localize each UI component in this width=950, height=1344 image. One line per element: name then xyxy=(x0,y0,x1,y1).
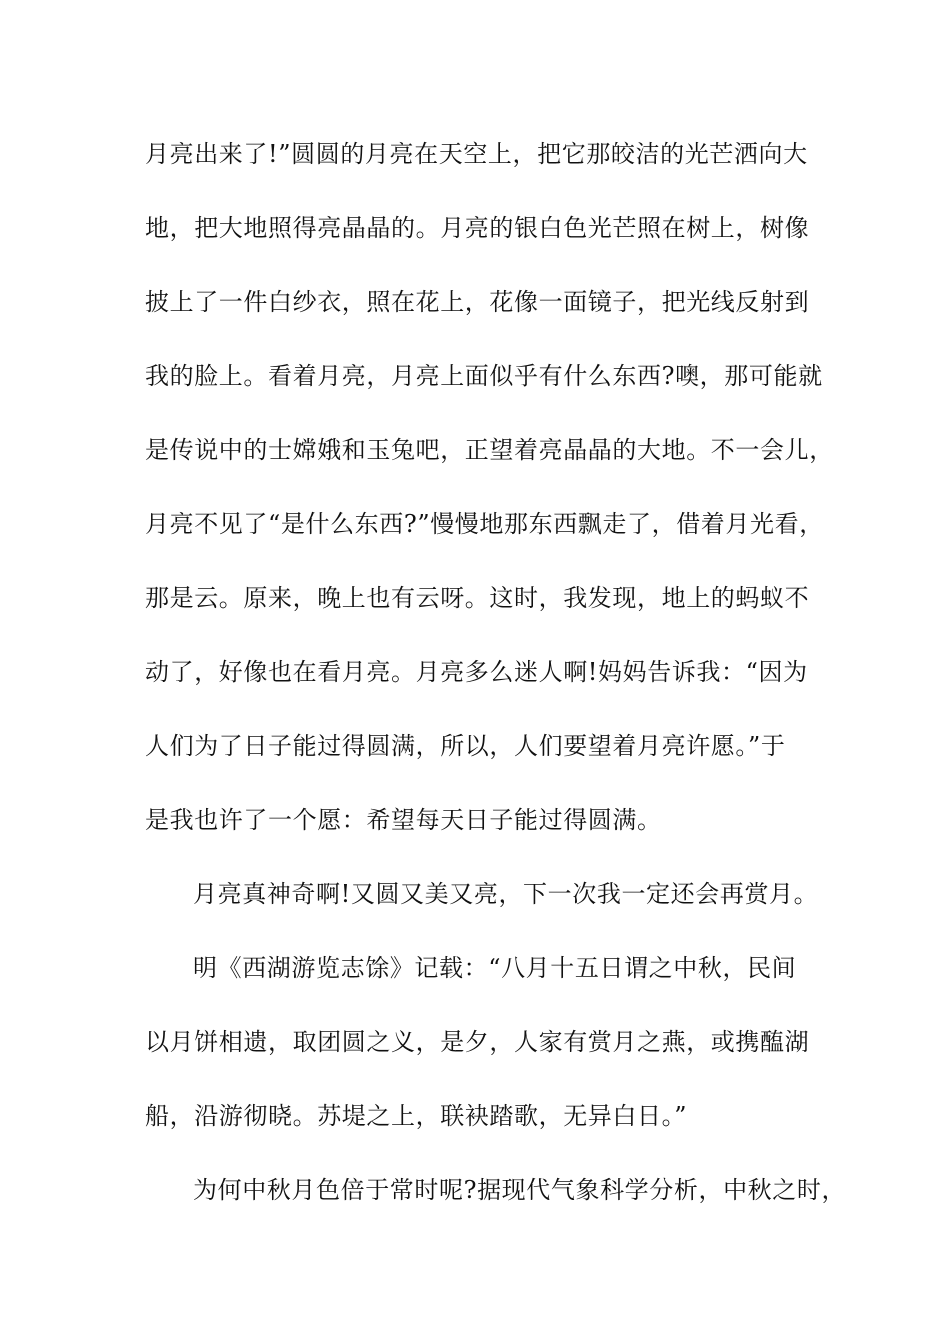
body-text xyxy=(145,128,847,1238)
paragraph-start-line: 明《西湖游览志馀》记载：“八月十五日谓之中秋，民间 xyxy=(193,954,797,982)
text-line: 披上了一件白纱衣，照在花上，花像一面镜子，把光线反射到 xyxy=(145,288,810,316)
text-line: 月亮不见了“是什么东西?”慢慢地那东西飘走了，借着月光看， xyxy=(145,510,824,538)
text-line: 动了，好像也在看月亮。月亮多么迷人啊!妈妈告诉我：“因为 xyxy=(145,658,808,686)
text-line: 地，把大地照得亮晶晶的。月亮的银白色光芒照在树上，树像 xyxy=(145,214,810,242)
text-line: 我的脸上。看着月亮，月亮上面似乎有什么东西?噢，那可能就 xyxy=(145,362,823,390)
paragraph-start-line: 为何中秋月色倍于常时呢?据现代气象科学分析，中秋之时， xyxy=(193,1176,847,1204)
text-line: 月亮出来了!”圆圆的月亮在天空上，把它那皎洁的光芒洒向大 xyxy=(145,140,808,168)
text-line: 人们为了日子能过得圆满，所以，人们要望着月亮许愿。”于 xyxy=(145,732,786,760)
text-line: 是我也许了一个愿：希望每天日子能过得圆满。 xyxy=(145,806,662,834)
paragraph-start-line: 月亮真神奇啊!又圆又美又亮，下一次我一定还会再赏月。 xyxy=(193,880,819,908)
text-line: 船，沿游彻晓。苏堤之上，联袂踏歌，无异白日。” xyxy=(145,1102,688,1130)
text-line: 那是云。原来，晚上也有云呀。这时，我发现，地上的蚂蚁不 xyxy=(145,584,810,612)
text-line: 以月饼相遗，取团圆之义，是夕，人家有赏月之燕，或携醢湖 xyxy=(145,1028,810,1056)
text-line: 是传说中的士嫦娥和玉兔吧，正望着亮晶晶的大地。不一会儿， xyxy=(145,436,834,464)
